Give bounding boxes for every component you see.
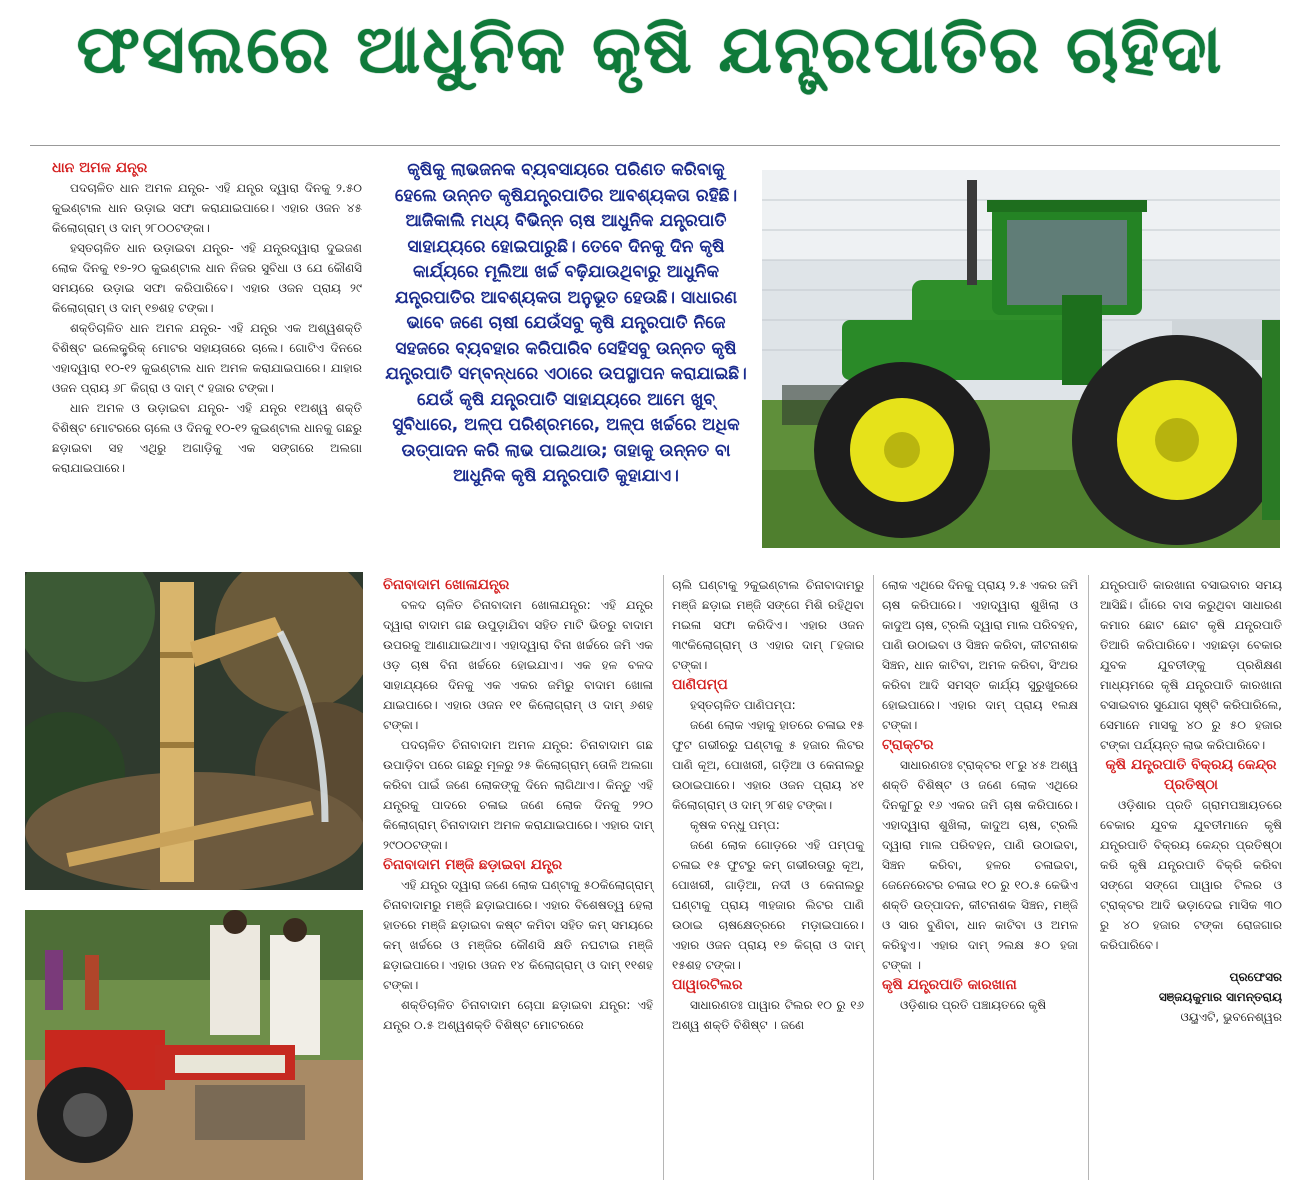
paragraph: କୃଷକ ବନ୍ଧୁ ପମ୍ପ: <box>690 818 780 832</box>
paragraph: ଧାନ ଅମଳ ଓ ଉଡ଼ାଇବା ଯନ୍ତ୍ର- ଏହି ଯନ୍ତ୍ର ୧ଅଶ୍ୱ ଶକ୍ତି ବିଶିଷ୍ଟ ମୋଟରରେ ଚାଲେ ଓ ଦିନକୁ ୧୦-୧୨ କୁଇଣ୍ଟାଲ ଧାନକୁ ଗଛରୁ ଛଡ଼ାଇବା ସହ ଏଥିରୁ ଅଗାଡ଼ିକୁ ଏକ ସଙ୍ଗରେ ଅଲଗା କରାଯାଇପାରେ। <box>52 401 362 475</box>
section-body <box>52 178 362 478</box>
bamboo-water-photo <box>25 572 363 890</box>
power-tiller-photo <box>25 910 363 1180</box>
paragraph: ଓଡ଼ିଶାର ପ୍ରତି ଗ୍ରାମପଞ୍ଚାୟତରେ ବେକାର ଯୁବକ ଯୁବତୀମାନେ କୃଷି ଯନ୍ତ୍ରପାତି ବିକ୍ରୟ କେନ୍ଦ୍ର ପ୍ରତିଷ୍ଠା କରି କୃଷି ଯନ୍ତ୍ରପାତି ବିକ୍ରି କରିବା ସଙ୍ଗେ ସଙ୍ଗେ ପାୱାର ଟିଲର ଓ ଟ୍ରାକ୍ଟର ଆଦି ଭଡ଼ାଦେଇ ମାସିକ ୩୦ ରୁ ୪୦ ହଜାର ଟଙ୍କା ରୋଜଗାର କରିପାରିବେ। <box>1100 798 1282 952</box>
paragraph: ଏହି ଯନ୍ତ୍ର ଦ୍ୱାରା ଜଣେ ଲୋକ ଘଣ୍ଟାକୁ ୫୦କିଲୋଗ୍ରାମ୍ ଚିନାବାଦାମରୁ ମଞ୍ଜି ଛଡ଼ାଇପାରେ। ଏହାର ବିଶେଷତ୍ୱ ହେଲା ହାତରେ ମଞ୍ଜି ଛଡ଼ାଇବା କଷ୍ଟ କମିବା ସହିତ କମ୍ ସମୟରେ କମ୍ ଖର୍ଚ୍ଚରେ ଓ ମଞ୍ଜିର କୌଣସି କ୍ଷତି ନଘଟାଇ ମଞ୍ଜି ଛଡ଼ାଇପାରେ। ଏହାର ଓଜନ ୧୪ କିଲୋଗ୍ରାମ୍ ଓ ଦାମ୍ ୧୧ଶହ ଟଙ୍କା। <box>383 878 653 992</box>
bamboo-illustration <box>25 572 363 890</box>
paragraph: ଲୋକ ଏଥିରେ ଦିନକୁ ପ୍ରାୟ ୨.୫ ଏକର ଜମି ଚାଷ କରିପାରେ। ଏହାଦ୍ୱାରା ଶୁଖିଲା ଓ କାଦୁଅ ଚାଷ, ଟ୍ରଲି ଦ୍ୱାରା ମାଲ ପରିବହନ, ପାଣି ଉଠାଇବା ଓ ସିଞ୍ଚନ କରିବା, କୀଟନାଶକ ସିଞ୍ଚନ, ଧାନ କାଟିବା, ଅମଳ କରିବା, ସିଂଥର କରିବା ଆଦି ସମସ୍ତ କାର୍ଯ୍ୟ ସୁରୁଖୁରରେ ହୋଇପାରେ। ଏହାର ଦାମ୍ ପ୍ରାୟ ୧ଲକ୍ଷ ଟଙ୍କା। <box>882 578 1078 732</box>
paragraph: ଶକ୍ତିଚାଳିତ ଚିନାବାଦାମ ଚୋପା ଛଡ଼ାଇବା ଯନ୍ତ୍ର: ଏହି ଯନ୍ତ୍ର ୦.୫ ଅଶ୍ୱଶକ୍ତି ବିଶିଷ୍ଟ ମୋଟରରେ <box>383 998 653 1032</box>
headline: ଫସଲରେ ଆଧୁନିକ କୃଷି ଯନ୍ତ୍ରପାତିର ଚାହିଦା <box>76 11 1224 88</box>
paragraph: ପଦଚାଳିତ ଧାନ ଅମଳ ଯନ୍ତ୍ର- ଏହି ଯନ୍ତ୍ର ଦ୍ୱାରା ଦିନକୁ ୨.୫୦ କୁଇଣ୍ଟାଲ ଧାନ ଉଡ଼ାଇ ସଫା କରାଯାଇପାରେ। ଏହାର ଓଜନ ୪୫ କିଲୋଗ୍ରାମ୍ ଓ ଦାମ୍ ୨୮୦୦ଟଙ୍କା। <box>52 181 362 235</box>
section-heading: ପାୱାରଟିଲର <box>672 977 743 993</box>
author-name: ସଞ୍ଜୟକୁମାର ସାମନ୍ତରାୟ <box>1158 990 1282 1004</box>
section-heading: ଚିନାବାଦାମ ଖୋଳାଯନ୍ତ୍ର <box>383 577 510 593</box>
article-column-4 <box>1100 575 1282 1027</box>
author-credit <box>1100 967 1282 1027</box>
top-left-column <box>52 158 362 478</box>
section-heading: କୃଷି ଯନ୍ତ୍ରପାତି କାରଖାନା <box>882 977 1017 993</box>
section-heading: କୃଷି ଯନ୍ତ୍ରପାତି ବିକ୍ରୟ କେନ୍ଦ୍ର ପ୍ରତିଷ୍ଠା <box>1105 757 1277 793</box>
paragraph: ସାଧାରଣତଃ ପାୱାର ଟିଲର ୧୦ ରୁ ୧୬ ଅଶ୍ୱ ଶକ୍ତି ବିଶିଷ୍ଟ । ଜଣେ <box>672 998 864 1032</box>
article-column-1 <box>383 575 653 1035</box>
paragraph: ଯନ୍ତ୍ରପାତି କାରଖାନା ବସାଇବାର ସମୟ ଆସିଛି। ଗାଁରେ ବାସ କରୁଥିବା ସାଧାରଣ କମାର ଛୋଟ ଛୋଟ କୃଷି ଯନ୍ତ୍ରପାତି ତିଆରି କରିପାରିବେ। ଏହାଛଡ଼ା ବେକାର ଯୁବକ ଯୁବତୀଙ୍କୁ ପ୍ରଶିକ୍ଷଣ ମାଧ୍ୟମରେ କୃଷି ଯନ୍ତ୍ରପାତି କାରଖାନା ବସାଇବାର ସୁଯୋଗ ସୃଷ୍ଟି କରିପାରିଲେ, ସେମାନେ ମାସକୁ ୪୦ ରୁ ୫୦ ହଜାର ଟଙ୍କା ପର୍ଯ୍ୟନ୍ତ ଲାଭ କରିପାରିବେ। <box>1100 578 1282 752</box>
tiller-illustration <box>25 910 363 1180</box>
section-heading: ଟ୍ରାକ୍ଟର <box>882 737 934 753</box>
column-divider <box>873 575 874 1180</box>
paragraph: ଜଣେ ଲୋକ ଗୋଡ଼ରେ ଏହି ପମ୍ପକୁ ଚଳାଇ ୧୫ ଫୁଟରୁ କମ୍ ଗଭୀରତାରୁ କୂଅ, ପୋଖରୀ, ଗାଡ଼ିଆ, ନଦୀ ଓ କେନାଲରୁ ଘଣ୍ଟାକୁ ପ୍ରାୟ ୩ହଜାର ଲିଟର ପାଣି ଉଠାଇ ଚାଷକ୍ଷେତ୍ରରେ ମଡ଼ାଇପାରେ। ଏହାର ଓଜନ ପ୍ରାୟ ୧୭ କିଗ୍ରା ଓ ଦାମ୍ ୧୫ଶହ ଟଙ୍କା। <box>672 838 864 972</box>
section-heading: ଚିନାବାଦାମ ମଞ୍ଜି ଛଡ଼ାଇବା ଯନ୍ତ୍ର <box>383 857 563 873</box>
tractor-photo <box>762 170 1280 548</box>
column-divider <box>663 575 664 1180</box>
paragraph: ପଦଚାଳିତ ଚିନାବାଦାମ ଅମଳ ଯନ୍ତ୍ର: ଚିନାବାଦାମ ଗଛ ଉପାଡ଼ିବା ପରେ ଗଛରୁ ମୂଳରୁ ୨୫ କିଲୋଗ୍ରାମ୍ ତୋଳି ଅଲଗା କରିବା ପାଇଁ ଜଣେ ଲୋକଙ୍କୁ ଦିନେ ଲାଗିଥାଏ। କିନ୍ତୁ ଏହି ଯନ୍ତ୍ରକୁ ପାଦରେ ଚଳାଇ ଜଣେ ଲୋକ ଦିନକୁ ୨୨୦ କିଲୋଗ୍ରାମ୍ ଚିନାବାଦାମ ଅମଳ କରାଯାଇପାରେ। ଏହାର ଦାମ୍ ୨୯୦୦ଟଙ୍କା। <box>383 738 653 852</box>
lead-column <box>385 158 747 490</box>
paragraph: ଶକ୍ତିଚାଳିତ ଧାନ ଅମଳ ଯନ୍ତ୍ର- ଏହି ଯନ୍ତ୍ର ଏକ ଅଶ୍ୱଶକ୍ତି ବିଶିଷ୍ଟ ଇଲେକ୍ଟ୍ରିକ୍ ମୋଟର ସହାୟତାରେ ଚାଲେ। ଗୋଟିଏ ଦିନରେ ଏହାଦ୍ୱାରା ୧୦-୧୨ କୁଇଣ୍ଟାଲ ଧାନ ଅମଳ କରାଯାଇପାରେ। ଯାହାର ଓଜନ ପ୍ରାୟ ୬୮ କିଗ୍ରା ଓ ଦାମ୍ ୯ ହଜାର ଟଙ୍କା। <box>52 321 362 395</box>
paragraph: ସାଧାରଣତଃ ଟ୍ରାକ୍ଟର ୧୮ରୁ ୪୫ ଅଶ୍ୱ ଶକ୍ତି ବିଶିଷ୍ଟ ଓ ଜଣେ ଲୋକ ଏଥିରେ ଦିନକୁ୮ରୁ ୧୬ ଏକର ଜମି ଚାଷ କରିପାରେ। ଏହାଦ୍ୱାରା ଶୁଖିଲା, କାଦୁଅ ଚାଷ, ଟ୍ରଲି ଦ୍ୱାରା ମାଲ ପରିବହନ, ପାଣି ଉଠାଇବା, ସିଞ୍ଚନ କରିବା, ହଳର ଚଳାଇବା, ଜେନେରେଟର ଚଳାଇ ୧୦ ରୁ ୧୦.୫ କେଭିଏ ଶକ୍ତି ଉତ୍ପାଦନ, କୀଟନାଶକ ସିଞ୍ଚନ, ମଞ୍ଜି ଓ ସାର ବୁଣିବା, ଧାନ କାଟିବା ଓ ଅମଳ କରିହୁଏ। ଏହାର ଦାମ୍ ୨ଲକ୍ଷ ୫୦ ହଜା ଟଙ୍କା । <box>882 758 1078 972</box>
lead-paragraph: ଯେଉଁ କୃଷି ଯନ୍ତ୍ରପାତି ସାହାଯ୍ୟରେ ଆମେ ଖୁବ୍ ସୁବିଧାରେ, ଅଳ୍ପ ପରିଶ୍ରମରେ, ଅଳ୍ପ ଖର୍ଚ୍ଚରେ ଅଧିକ ଉତ୍ପାଦନ କରି ଲାଭ ପାଇଥାଉ; ତାହାକୁ ଉନ୍ନତ ବା ଆଧୁନିକ କୃଷି ଯନ୍ତ୍ରପାତି କୁହାଯାଏ। <box>392 389 740 486</box>
column-divider <box>1088 575 1089 1180</box>
section-heading: ଧାନ ଅମଳ ଯନ୍ତ୍ର <box>52 160 148 176</box>
paragraph: ହସ୍ତଚାଳିତ ଧାନ ଉଡ଼ାଇବା ଯନ୍ତ୍ର- ଏହି ଯନ୍ତ୍ରଦ୍ୱାରା ଦୁଇଜଣ ଲୋକ ଦିନକୁ ୧୭-୨୦ କୁଇଣ୍ଟାଲ ଧାନ ନିଜର ସୁବିଧା ଓ ଯେ କୌଣସି ସମୟରେ ଉଡ଼ାଇ ସଫା କରିପାରିବେ। ଏହାର ଓଜନ ପ୍ରାୟ ୨୯ କିଲୋଗ୍ରାମ୍ ଓ ଦାମ୍ ୧୭ଶହ ଟଙ୍କା। <box>52 241 362 315</box>
article-column-2 <box>672 575 864 1035</box>
paragraph: ଓଡ଼ିଶାର ପ୍ରତି ପଞ୍ଚାୟତରେ କୃଷି <box>900 998 1047 1012</box>
paragraph: ହସ୍ତଚାଳିତ ପାଣିପମ୍ପ: <box>690 698 796 712</box>
tractor-illustration <box>762 170 1280 548</box>
paragraph: ଜଣେ ଲୋକ ଏହାକୁ ହାତରେ ଚଳାଇ ୧୫ ଫୁଟ ଗଭୀରରୁ ଘଣ୍ଟାକୁ ୫ ହଜାର ଲିଟର ପାଣି କୂଅ, ପୋଖରୀ, ଗଡ଼ିଆ ଓ କେନାଲରୁ ଉଠାଇପାରେ। ଏହାର ଓଜନ ପ୍ରାୟ ୪୧ କିଲୋଗ୍ରାମ୍ ଓ ଦାମ୍ ୨୮ଶହ ଟଙ୍କା। <box>672 718 864 812</box>
column-4-body <box>1100 575 1282 955</box>
paragraph: ବଳଦ ଚାଳିତ ଚିନାବାଦାମ ଖୋଳାଯନ୍ତ୍ର: ଏହି ଯନ୍ତ୍ର ଦ୍ୱାରା ବାଦାମ ଗଛ ଉପୁଡ଼ାଯିବା ସହିତ ମାଟି ଭିତରୁ ବାଦାମ ଉପରକୁ ଆଣାଯାଇଥାଏ। ଏହାଦ୍ୱାରା ବିନା ଖର୍ଚ୍ଚରେ ଜମି ଏକ ଓଡ଼ ଚାଷ ବିନା ଖର୍ଚ୍ଚରେ ହୋଇଯାଏ। ଏକ ହଳ ବଳଦ ସାହାଯ୍ୟରେ ଦିନକୁ ଏକ ଏକର ଜମିରୁ ବାଦାମ ଖୋଳା ଯାଇପାରେ। ଏହାର ଓଜନ ୧୧ କିଲୋଗ୍ରାମ୍ ଓ ଦାମ୍ ୬ଶହ ଟଙ୍କା। <box>383 598 653 732</box>
section-heading: ପାଣିପମ୍ପ <box>672 677 728 693</box>
author-affiliation: ଓୟୁଏଟି, ଭୁବନେଶ୍ୱର <box>1180 1010 1282 1024</box>
paragraph: ଚାଲି ଘଣ୍ଟାକୁ ୨କୁଇଣ୍ଟାଲ ଚିନାବାଦାମରୁ ମଞ୍ଜି ଛଡ଼ାଇ ମଞ୍ଜି ସଙ୍ଗେ ମିଶି ରହିଥିବା ମଇଳା ସଫା କରିଦିଏ। ଏହାର ଓଜନ ୩୯କିଲୋଗ୍ରାମ୍ ଓ ଏହାର ଦାମ୍ ୮ହଜାର ଟଙ୍କା। <box>672 578 864 672</box>
article-column-3 <box>882 575 1078 1015</box>
author-title: ପ୍ରଫେସର <box>1229 970 1282 984</box>
lead-paragraph: କୃଷିକୁ ଲାଭଜନକ ବ୍ୟବସାୟରେ ପରିଣତ କରିବାକୁ ହେଲେ ଉନ୍ନତ କୃଷିଯନ୍ତ୍ରପାତିର ଆବଶ୍ୟକତା ରହିଛି। ଆଜିକାଲି ମଧ୍ୟ ବିଭିନ୍ନ ଚାଷ ଆଧୁନିକ ଯନ୍ତ୍ରପାତି ସାହାଯ୍ୟରେ ହୋଇପାରୁଛି। ତେବେ ଦିନକୁ ଦିନ କୃଷି କାର୍ଯ୍ୟରେ ମୂଲିଆ ଖର୍ଚ୍ଚ ବଢ଼ିଯାଉଥିବାରୁ ଆଧୁନିକ ଯନ୍ତ୍ରପାତିର ଆବଶ୍ୟକତା ଅନୁଭୂତ ହେଉଛି। ସାଧାରଣ ଭାବେ ଜଣେ ଚାଷୀ ଯେଉଁସବୁ କୃଷି ଯନ୍ତ୍ରପାତି ନିଜେ ସହଜରେ ବ୍ୟବହାର କରିପାରିବ ସେହିସବୁ ଉନ୍ନତ କୃଷି ଯନ୍ତ୍ରପାତି ସମ୍ବନ୍ଧରେ ଏଠାରେ ଉପସ୍ଥାପନ କରାଯାଇଛି। <box>385 160 747 384</box>
headline-rule <box>30 145 1280 146</box>
